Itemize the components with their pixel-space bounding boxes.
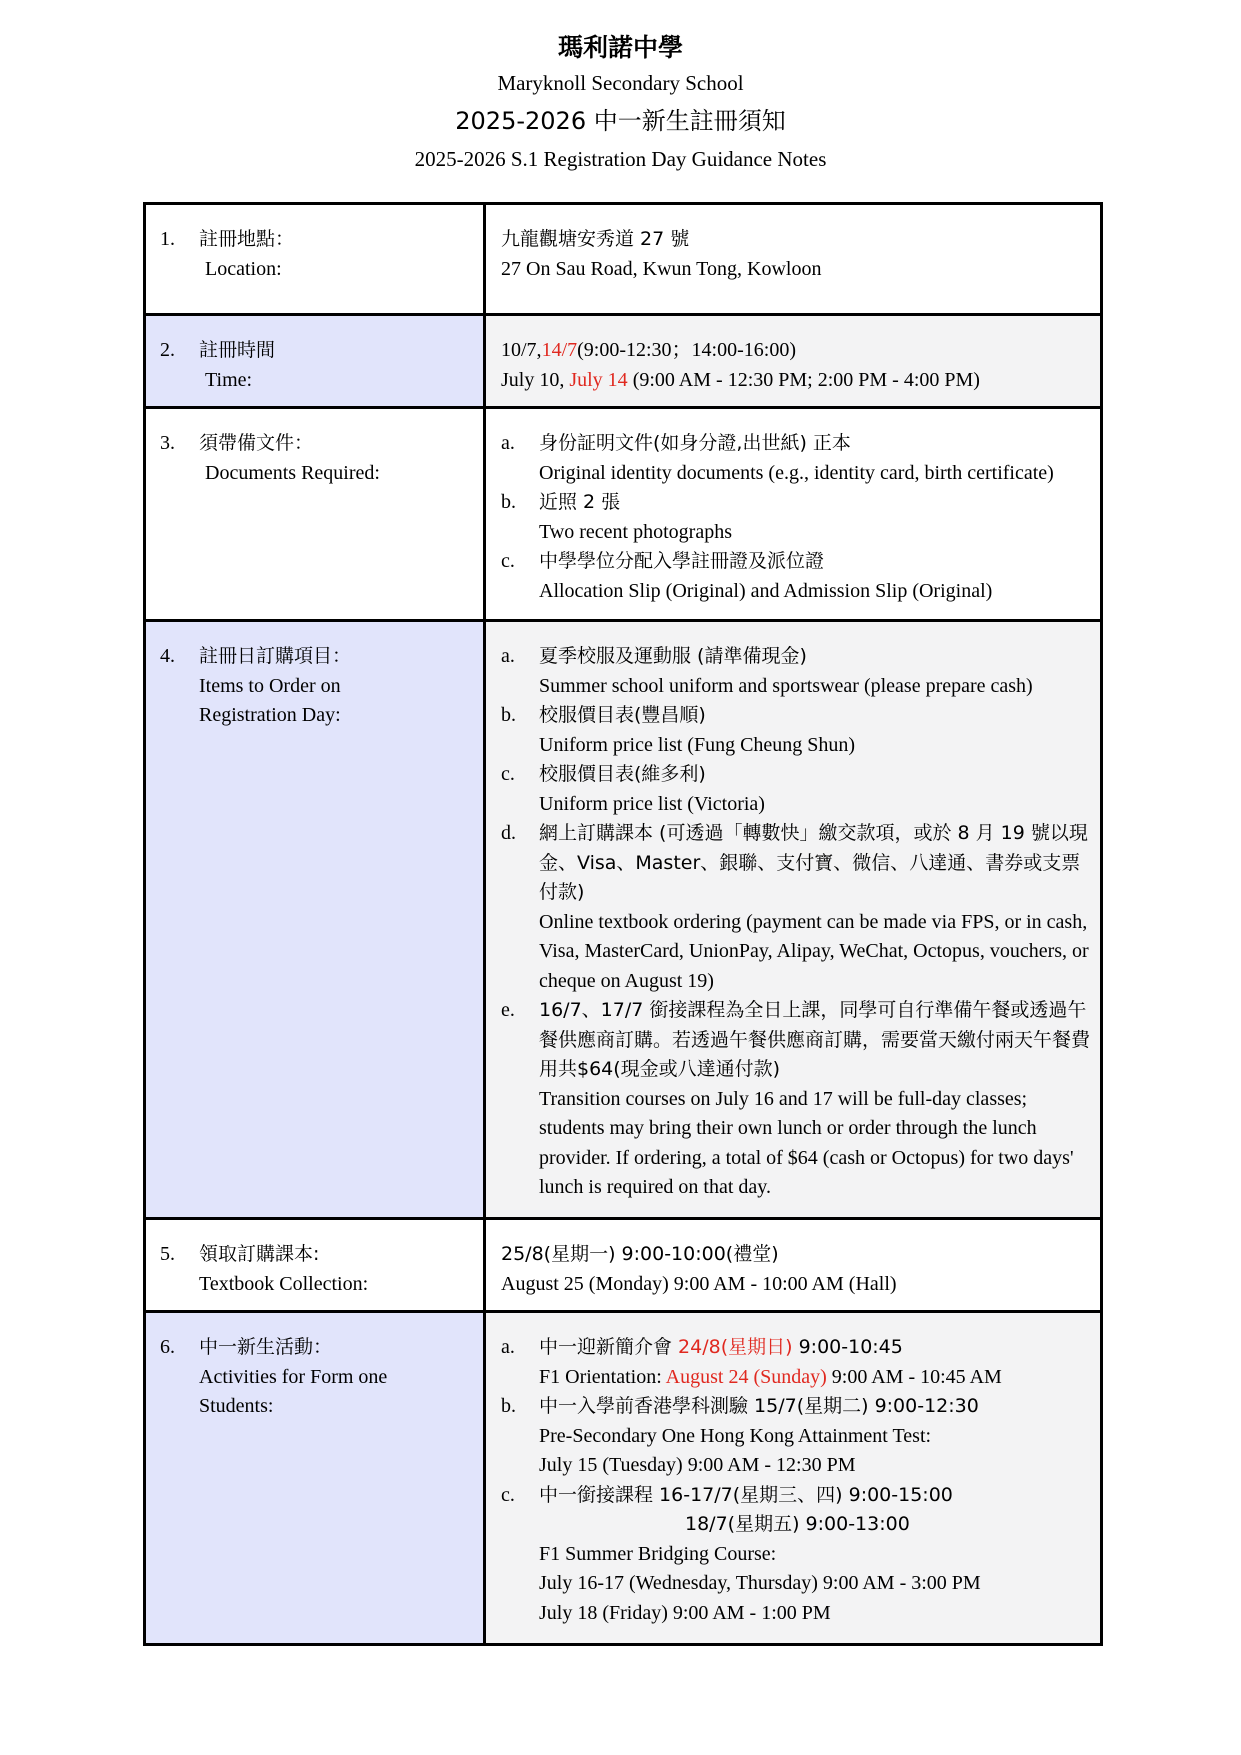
item-chinese: 近照 2 張 (539, 491, 621, 513)
list-item (501, 547, 1092, 606)
label-english-line-1: Items to Order on (199, 674, 341, 697)
time-range-text: (9:00 AM - 12:30 PM; 2:00 PM - 4:00 PM) (627, 368, 980, 391)
time-range-text: (9:00-12:30；14:00-16:00) (577, 339, 796, 361)
highlighted-date: July 14 (569, 368, 628, 391)
item-letter: b. (501, 1395, 516, 1417)
row-value-cell (485, 1312, 1102, 1645)
value-english: August 25 (Monday) 9:00 AM - 10:00 AM (Hall) (501, 1272, 897, 1295)
item-letter: b. (501, 704, 516, 726)
item-letter: b. (501, 491, 516, 513)
item-chinese: 夏季校服及運動服 (請準備現金) (539, 645, 807, 667)
list-item (501, 1481, 1092, 1629)
item-letter: c. (501, 1483, 515, 1506)
item-english-line-2: July 15 (Tuesday) 9:00 AM - 12:30 PM (539, 1454, 856, 1476)
item-english-line-1: F1 Summer Bridging Course: (539, 1542, 777, 1565)
label-chinese: 中一新生活動： (199, 1336, 333, 1358)
item-letter: c. (501, 550, 515, 572)
item-chinese: 16/7、17/7 銜接課程為全日上課，同學可自行準備午餐或透過午餐供應商訂購。若透過午餐供應商訂購，需要當天繳付兩天午餐費用共$64(現金或八達通付款) (539, 999, 1091, 1080)
highlighted-date: August 24 (Sunday) (665, 1365, 827, 1388)
label-english-line-1: Activities for Form one (199, 1365, 388, 1388)
time-range-text: 9:00 AM - 10:45 AM (826, 1365, 1002, 1388)
highlighted-date: 14/7 (541, 339, 578, 361)
item-chinese-line-2: 18/7(星期五) 9:00-13:00 (685, 1513, 910, 1535)
document-title-chinese: 2025-2026 中一新生註冊須知 (455, 107, 786, 135)
item-chinese: 身份証明文件(如身分證,出世紙) 正本 (539, 432, 851, 454)
list-item (501, 429, 1092, 488)
item-chinese: 網上訂購課本 (可透過「轉數快」繳交款項，或於 8 月 19 號以現金、Visa、Master、銀聯、支付寶、微信、八達通、書券或支票付款) (539, 822, 1088, 903)
value-chinese (501, 336, 1092, 366)
value-chinese: 25/8(星期一) 9:00-10:00(禮堂) (501, 1243, 779, 1265)
row-label-cell (145, 315, 485, 408)
item-letter: e. (501, 999, 515, 1021)
item-english-line-2: July 16-17 (Wednesday, Thursday) 9:00 AM - 3:00 PM (539, 1572, 981, 1594)
row-value-cell (485, 204, 1102, 315)
label-chinese: 領取訂購課本: (199, 1243, 320, 1265)
document-header (0, 30, 1241, 174)
activity-name: F1 Orientation: (539, 1365, 666, 1388)
row-value-cell (485, 1219, 1102, 1312)
activity-name: 中一迎新簡介會 (539, 1336, 679, 1358)
row-value-cell (485, 408, 1102, 621)
school-name-english: Maryknoll Secondary School (497, 71, 744, 95)
item-chinese: 中一入學前香港學科測驗 15/7(星期二) 9:00-12:30 (539, 1395, 979, 1417)
row-value-cell (485, 315, 1102, 408)
row-value-cell (485, 621, 1102, 1219)
label-chinese: 註冊地點： (199, 228, 295, 250)
date-text: July 10, (501, 368, 570, 391)
item-letter: a. (501, 432, 515, 454)
item-english: Transition courses on July 16 and 17 will be full-day classes; students may bring their own lunch or order through the lunch provider. If ordering, a total of $64 (cash or Octopus) for two days' lunch is required on that day. (539, 1087, 1074, 1198)
item-english (539, 1363, 1092, 1393)
document-title-english: 2025-2026 S.1 Registration Day Guidance Notes (414, 147, 827, 171)
item-english: Original identity documents (e.g., identity card, birth certificate) (539, 461, 1054, 484)
list-item (501, 1333, 1092, 1392)
row-number: 1. (160, 228, 175, 250)
row-time (145, 315, 1102, 408)
item-chinese: 中學學位分配入學註冊證及派位證 (539, 550, 825, 572)
list-item (501, 996, 1092, 1203)
label-english-line-2: Registration Day: (199, 704, 341, 726)
row-items-to-order (145, 621, 1102, 1219)
row-textbook-collection (145, 1219, 1102, 1312)
item-english: Allocation Slip (Original) and Admission Slip (Original) (539, 579, 993, 602)
item-letter: c. (501, 763, 515, 785)
item-chinese: 校服價目表(維多利) (539, 763, 706, 785)
school-name-chinese: 瑪利諾中學 (557, 33, 683, 62)
list-item (501, 760, 1092, 819)
label-english: Textbook Collection: (199, 1272, 369, 1295)
item-english: Uniform price list (Fung Cheung Shun) (539, 733, 856, 756)
item-english-line-1: Pre-Secondary One Hong Kong Attainment Test: (539, 1424, 932, 1447)
row-number: 6. (160, 1336, 175, 1358)
list-item (501, 642, 1092, 701)
row-label-cell (145, 621, 485, 1219)
item-letter: d. (501, 822, 516, 844)
list-item (501, 819, 1092, 996)
item-letter: a. (501, 1336, 515, 1358)
row-activities (145, 1312, 1102, 1645)
row-number: 3. (160, 432, 175, 454)
list-item (501, 488, 1092, 547)
item-chinese: 校服價目表(豐昌順) (539, 704, 706, 726)
row-label-cell (145, 1312, 485, 1645)
row-number: 2. (160, 339, 175, 361)
value-english: 27 On Sau Road, Kwun Tong, Kowloon (501, 257, 822, 280)
item-letter: a. (501, 645, 515, 667)
row-location (145, 204, 1102, 315)
date-text: 10/7, (501, 339, 542, 361)
item-english: Uniform price list (Victoria) (539, 792, 765, 815)
value-chinese: 九龍觀塘安秀道 27 號 (501, 228, 690, 250)
label-chinese: 須帶備文件： (199, 432, 314, 454)
label-chinese: 註冊日訂購項目： (199, 645, 352, 667)
label-english-line-2: Students: (199, 1395, 274, 1417)
time-range-text: 9:00-10:45 (792, 1336, 903, 1358)
row-label-cell (145, 204, 485, 315)
row-label-cell (145, 408, 485, 621)
label-chinese: 註冊時間 (199, 339, 276, 361)
value-english (501, 366, 1092, 396)
item-english: Summer school uniform and sportswear (please prepare cash) (539, 674, 1033, 697)
item-english: Two recent photographs (539, 520, 732, 543)
label-english: Documents Required: (205, 461, 380, 484)
guidance-table (143, 202, 1103, 1646)
list-item (501, 1392, 1092, 1481)
row-number: 5. (160, 1243, 175, 1265)
highlighted-date: 24/8(星期日) (678, 1336, 793, 1358)
label-english: Time: (205, 368, 253, 391)
row-number: 4. (160, 645, 175, 667)
item-chinese (539, 1333, 1092, 1363)
item-english-line-3: July 18 (Friday) 9:00 AM - 1:00 PM (539, 1601, 831, 1624)
item-english: Online textbook ordering (payment can be made via FPS, or in cash, Visa, MasterCard, UnionPay, Alipay, WeChat, Octopus, vouchers, or cheque on August 19) (539, 910, 1089, 992)
list-item (501, 701, 1092, 760)
row-documents (145, 408, 1102, 621)
row-label-cell (145, 1219, 485, 1312)
label-english: Location: (205, 257, 282, 280)
item-chinese-line-1: 中一銜接課程 16-17/7(星期三、四) 9:00-15:00 (539, 1483, 953, 1506)
